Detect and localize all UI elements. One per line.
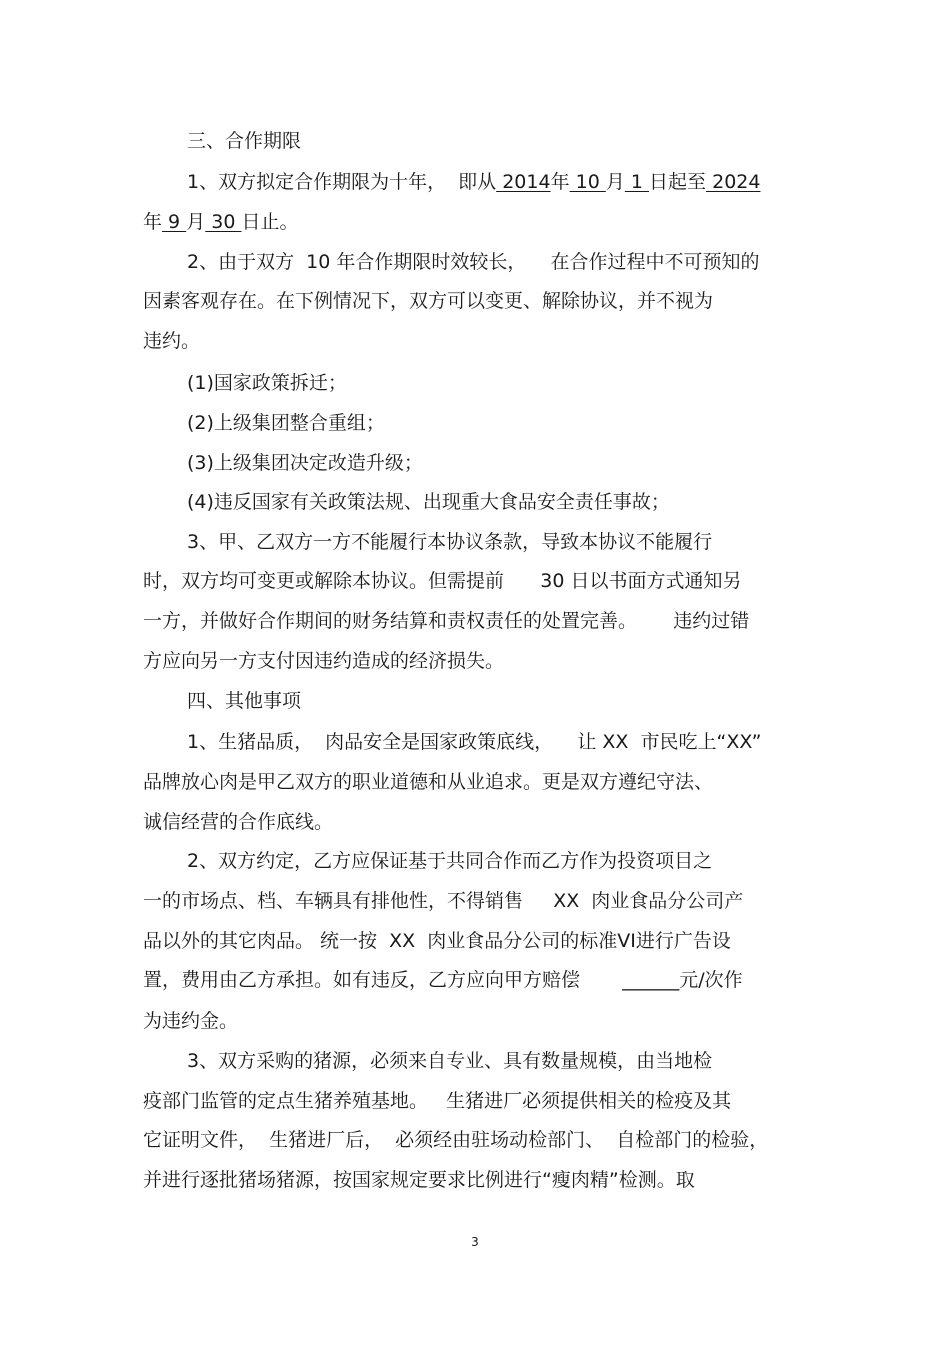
month-label: 月 [605, 171, 625, 193]
start-month: 10 [569, 171, 606, 193]
section-heading-term: 三、合作期限 [187, 130, 302, 152]
paragraph-line: 置，费用由乙方承担。如有违反，乙方应向甲方赔偿 ______元/次作 [143, 969, 743, 991]
start-year: 2014 [496, 171, 551, 193]
list-item: (4)违反国家有关政策法规、出现重大食品安全责任事故； [187, 491, 670, 513]
paragraph-line: 2、由于双方 10 年合作期限时效较长， 在合作过程中不可预知的 [187, 251, 760, 273]
year-label-2: 年 [143, 211, 163, 233]
paragraph-line: 时，双方均可变更或解除本协议。但需提前 30 日以书面方式通知另 [143, 570, 742, 592]
paragraph-line: 它证明文件， 生猪进厂后， 必须经由驻场动检部门、 自检部门的检验， [143, 1129, 769, 1151]
list-item: (1)国家政策拆迁； [187, 372, 347, 394]
paragraph-line: 一的市场点、档、车辆具有排他性，不得销售 XX 肉业食品分公司产 [143, 890, 744, 912]
paragraph-line: 2、双方约定，乙方应保证基于共同合作而乙方作为投资项目之 [187, 850, 713, 872]
paragraph-line: 方应向另一方支付因违约造成的经济损失。 [143, 650, 505, 672]
paragraph-line [187, 170, 760, 194]
paragraph-line [143, 210, 298, 234]
end-day-label: 日止。 [241, 211, 299, 233]
paragraph-line: 疫部门监管的定点生猪养殖基地。 生猪进厂必须提供相关的检疫及其 [143, 1090, 732, 1112]
section-heading-other: 四、其他事项 [187, 690, 302, 712]
paragraph-line: 因素客观存在。在下例情况下，双方可以变更、解除协议，并不视为 [143, 290, 714, 312]
page-number: 3 [471, 1235, 479, 1249]
paragraph-line: 品以外的其它肉品。 统一按 XX 肉业食品分公司的标准VI进行广告设 [143, 930, 731, 952]
paragraph-line: 并进行逐批猪场猪源，按国家规定要求比例进行“瘦肉精”检测。取 [143, 1169, 695, 1191]
end-year: 2024 [706, 171, 761, 193]
list-item: (2)上级集团整合重组； [187, 412, 385, 434]
paragraph-line: 3、双方采购的猪源，必须来自专业、具有数量规模，由当地检 [187, 1050, 713, 1072]
end-month: 9 [162, 211, 187, 233]
end-month-label: 月 [186, 211, 206, 233]
end-day: 30 [205, 211, 242, 233]
paragraph-line: 为违约金。 [143, 1010, 239, 1032]
term-clause-text: 1、双方拟定合作期限为十年， 即从 [187, 171, 497, 193]
paragraph-line: 1、生猪品质， 肉品安全是国家政策底线， 让 XX 市民吃上“XX” [187, 731, 762, 753]
paragraph-line: 3、甲、乙双方一方不能履行本协议条款，导致本协议不能履行 [187, 531, 713, 553]
start-day: 1 [624, 171, 650, 193]
day-label-to: 日起至 [649, 171, 707, 193]
year-label: 年 [550, 171, 570, 193]
paragraph-line: 违约。 [143, 330, 201, 352]
list-item: (3)上级集团决定改造升级； [187, 452, 423, 474]
paragraph-line: 品牌放心肉是甲乙双方的职业道德和从业追求。更是双方遵纪守法、 [143, 771, 714, 793]
paragraph-line: 诚信经营的合作底线。 [143, 811, 334, 833]
paragraph-line: 一方，并做好合作期间的财务结算和责权责任的处置完善。 违约过错 [143, 610, 750, 632]
